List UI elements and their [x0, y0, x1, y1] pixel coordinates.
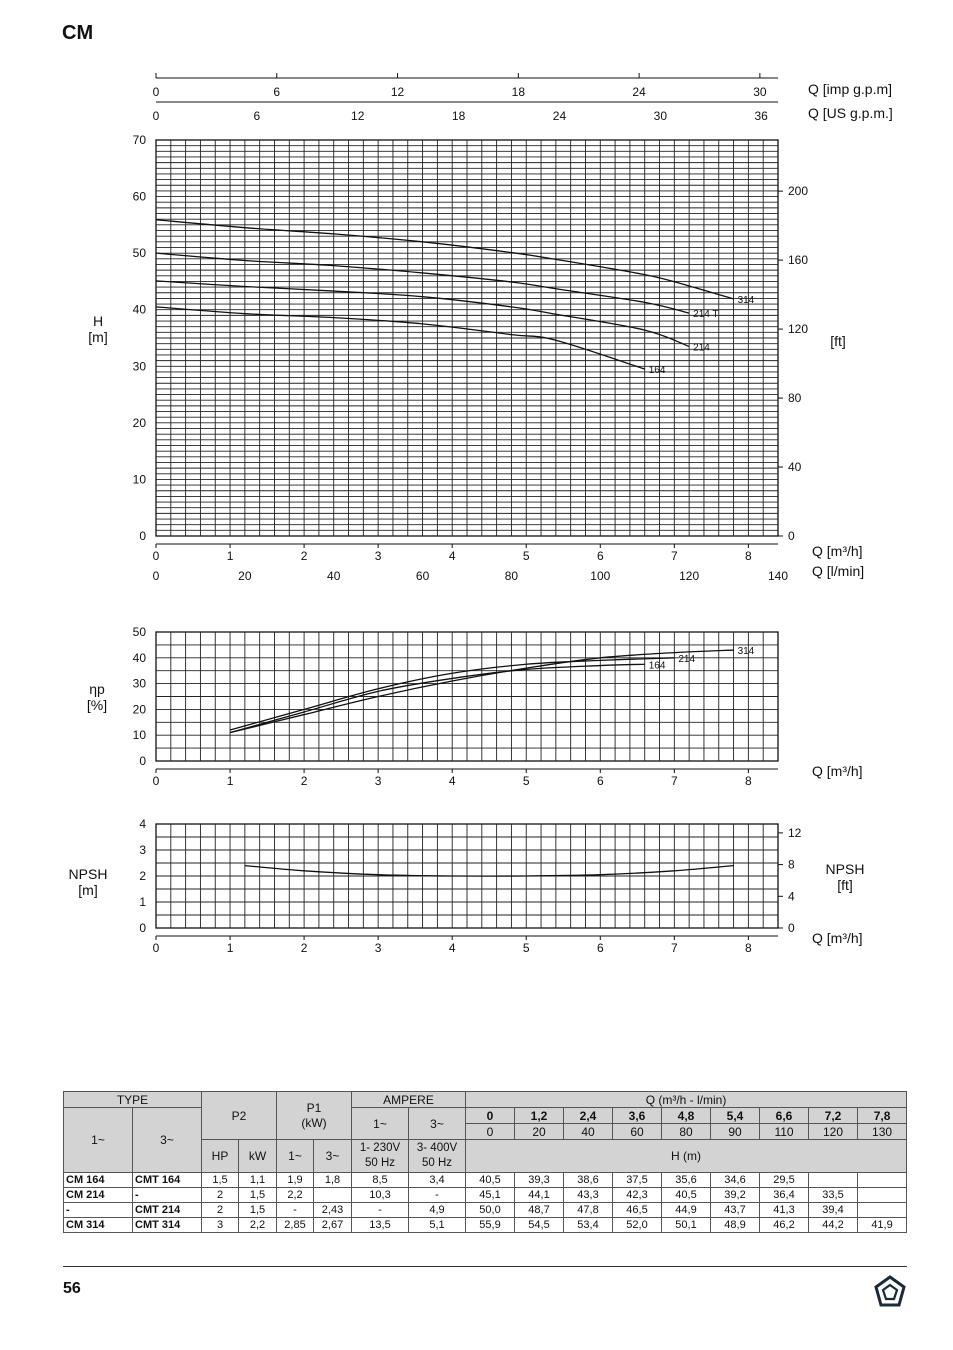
type-1-cell: - [64, 1203, 133, 1218]
imp-tick-label: 12 [390, 85, 405, 99]
series-label-214: 214 [678, 653, 696, 665]
p1-header [277, 1092, 352, 1140]
head-value-cell: 55,9 [466, 1218, 515, 1233]
page-number: 56 [63, 1280, 81, 1297]
q-m3h-cell: 3,6 [613, 1108, 662, 1124]
lmin-tick-label: 100 [590, 569, 611, 583]
lmin-tick-label: 120 [679, 569, 700, 583]
series-label-214: 214 [693, 342, 710, 354]
lmin-tick-label: 0 [152, 569, 160, 583]
head-value-cell: 44,2 [809, 1218, 858, 1233]
head-value-cell: 54,5 [515, 1218, 564, 1233]
y-tick-label: 20 [132, 415, 146, 430]
p1-1-header: 1~ [277, 1140, 314, 1173]
q-axis-tick-label: 3 [374, 941, 382, 955]
y-axis-title: H [m] [88, 313, 108, 345]
amp-3-volt-text: 3- 400V 50 Hz [416, 1142, 458, 1169]
head-value-cell: 36,4 [760, 1188, 809, 1203]
hp-cell: 1,5 [202, 1173, 239, 1188]
q-axis-tick-label: 8 [745, 774, 752, 788]
us-axis-title: Q [US g.p.m.] [808, 105, 893, 121]
q-m3h-cell: 4,8 [662, 1108, 711, 1124]
hp-cell: 2 [202, 1188, 239, 1203]
p1-3-cell: 2,43 [314, 1203, 352, 1218]
npsh-chart [0, 812, 953, 957]
q-axis-tick-label: 4 [448, 549, 456, 563]
y-tick-label: 40 [132, 302, 146, 317]
y-tick-label: 20 [132, 702, 146, 717]
ampere-1-header: 1~ [352, 1108, 409, 1140]
series-label-314: 314 [737, 294, 755, 306]
pump-data-table [63, 1091, 907, 1233]
head-value-cell [858, 1173, 907, 1188]
ft-tick-label: 80 [788, 391, 802, 406]
q-lmin-cell: 40 [564, 1124, 613, 1140]
head-value-cell: 42,3 [613, 1188, 662, 1203]
q-axis-tick-label: 3 [374, 549, 382, 563]
kw-cell: 1,5 [239, 1188, 277, 1203]
hp-header: HP [202, 1140, 239, 1173]
q-axis-tick-label: 2 [300, 549, 308, 563]
q-axis-tick-label: 6 [596, 549, 604, 563]
table-row [64, 1218, 907, 1233]
y-tick-label: 50 [132, 625, 146, 639]
us-tick-label: 6 [253, 109, 261, 123]
imp-tick-label: 6 [273, 85, 281, 99]
q-m3h-cell: 0 [466, 1108, 515, 1124]
one-phase-header: 1~ [64, 1108, 133, 1173]
head-value-cell: 53,4 [564, 1218, 613, 1233]
q-lmin-cell: 0 [466, 1124, 515, 1140]
q-axis-tick-label: 4 [448, 774, 456, 788]
q-axis-tick-label: 5 [522, 941, 530, 955]
p1-1-cell: 2,85 [277, 1218, 314, 1233]
head-value-cell: 46,5 [613, 1203, 662, 1218]
head-value-cell: 41,3 [760, 1203, 809, 1218]
ft-tick-label: 40 [788, 460, 802, 475]
head-value-cell [809, 1173, 858, 1188]
y-tick-label: 30 [132, 676, 146, 691]
q-lmin-cell: 90 [711, 1124, 760, 1140]
table-body [64, 1173, 907, 1233]
q-axis-tick-label: 2 [300, 774, 308, 788]
q-axis-tick-label: 6 [596, 941, 604, 955]
head-value-cell: 43,7 [711, 1203, 760, 1218]
q-axis-tick-label: 4 [448, 941, 456, 955]
q-axis-tick-label: 8 [745, 941, 752, 955]
us-tick-label: 24 [552, 109, 567, 123]
ampere-3-header: 3~ [409, 1108, 466, 1140]
q-title-header: Q (m³/h - l/min) [466, 1092, 907, 1108]
table-row [64, 1173, 907, 1188]
ampere-1-cell: 8,5 [352, 1173, 409, 1188]
brand-logo-icon [873, 1275, 907, 1309]
us-tick-label: 0 [152, 109, 160, 123]
q-axis-tick-label: 6 [596, 774, 604, 788]
head-value-cell: 39,3 [515, 1173, 564, 1188]
imp-axis-title: Q [imp g.p.m] [808, 81, 893, 97]
ft-tick-label: 200 [788, 184, 809, 199]
q-axis-tick-label: 3 [374, 774, 382, 788]
q-axis-tick-label: 5 [522, 774, 530, 788]
ft-tick-label: 160 [788, 253, 809, 268]
imp-tick-label: 24 [632, 85, 646, 99]
q-axis-tick-label: 7 [670, 774, 678, 788]
q-m3h-cell: 5,4 [711, 1108, 760, 1124]
head-value-cell: 37,5 [613, 1173, 662, 1188]
y-tick-label: 2 [139, 869, 146, 883]
h-header: H (m) [466, 1140, 907, 1173]
q-axis-tick-label: 1 [226, 941, 234, 955]
ampere-header: AMPERE [352, 1092, 466, 1108]
y-axis-title: ηp [%] [86, 681, 108, 713]
imp-tick-label: 30 [753, 85, 767, 99]
y-tick-label: 60 [132, 189, 146, 204]
ampere-1-cell: - [352, 1203, 409, 1218]
ft-tick-label: 0 [788, 921, 795, 935]
head-value-cell [858, 1203, 907, 1218]
head-chart [0, 60, 953, 590]
y-tick-label: 10 [132, 472, 146, 487]
q-axis-tick-label: 0 [152, 549, 160, 563]
lmin-tick-label: 140 [767, 569, 789, 583]
head-value-cell: 47,8 [564, 1203, 613, 1218]
series-label-164: 164 [648, 660, 666, 672]
ampere-3-cell: 3,4 [409, 1173, 466, 1188]
q-m3h-cell: 7,2 [809, 1108, 858, 1124]
us-tick-label: 36 [754, 109, 768, 123]
ft-tick-label: 120 [788, 322, 809, 337]
q-axis-tick-label: 5 [522, 549, 530, 563]
y-tick-label: 0 [139, 921, 146, 935]
lmin-tick-label: 40 [327, 569, 341, 583]
head-value-cell: 48,7 [515, 1203, 564, 1218]
y-tick-label: 30 [132, 359, 146, 374]
q-axis-tick-label: 0 [152, 941, 160, 955]
head-value-cell: 33,5 [809, 1188, 858, 1203]
q-m3h-cell: 2,4 [564, 1108, 613, 1124]
y-tick-label: 0 [139, 754, 146, 768]
p1-3-cell: 2,67 [314, 1218, 352, 1233]
table-row [64, 1188, 907, 1203]
q-lmin-cell: 120 [809, 1124, 858, 1140]
type-1-cell: CM 164 [64, 1173, 133, 1188]
type-3-cell: CMT 314 [133, 1218, 202, 1233]
q-lmin-cell: 110 [760, 1124, 809, 1140]
page-title: CM [62, 22, 94, 44]
head-value-cell: 50,0 [466, 1203, 515, 1218]
p2-header: P2 [202, 1092, 277, 1140]
head-value-cell: 46,2 [760, 1218, 809, 1233]
y-tick-label: 50 [132, 246, 146, 261]
p1-1-cell: - [277, 1203, 314, 1218]
y-tick-label: 70 [132, 133, 146, 147]
ft-tick-label: 8 [788, 857, 795, 872]
head-value-cell: 34,6 [711, 1173, 760, 1188]
head-value-cell: 45,1 [466, 1188, 515, 1203]
p1-3-cell: 1,8 [314, 1173, 352, 1188]
type-3-cell: CMT 214 [133, 1203, 202, 1218]
kw-header: kW [239, 1140, 277, 1173]
us-tick-label: 18 [451, 109, 466, 123]
footer-divider [63, 1266, 907, 1267]
head-value-cell: 44,9 [662, 1203, 711, 1218]
q-axis-tick-label: 8 [745, 549, 752, 563]
efficiency-chart [0, 620, 953, 790]
series-label-164: 164 [648, 365, 666, 377]
lmin-axis-title: Q [l/min] [812, 563, 865, 579]
head-value-cell: 41,9 [858, 1218, 907, 1233]
amp-3-volt-header [409, 1140, 466, 1173]
hp-cell: 3 [202, 1218, 239, 1233]
head-value-cell: 39,4 [809, 1203, 858, 1218]
amp-1-volt-header [352, 1140, 409, 1173]
head-value-cell: 40,5 [662, 1188, 711, 1203]
lmin-tick-label: 20 [238, 569, 252, 583]
head-value-cell: 50,1 [662, 1218, 711, 1233]
npsh-curve [245, 866, 734, 877]
q-axis-tick-label: 1 [226, 549, 234, 563]
head-value-cell: 40,5 [466, 1173, 515, 1188]
type-3-cell: - [133, 1188, 202, 1203]
series-label-314: 314 [737, 646, 755, 658]
q-axis-tick-label: 0 [152, 774, 160, 788]
y-tick-label: 4 [139, 817, 146, 831]
head-value-cell: 43,3 [564, 1188, 613, 1203]
q-lmin-cell: 60 [613, 1124, 662, 1140]
ft-tick-label: 0 [788, 529, 795, 543]
p1-1-cell: 2,2 [277, 1188, 314, 1203]
kw-cell: 2,2 [239, 1218, 277, 1233]
lmin-tick-label: 80 [504, 569, 519, 583]
head-value-cell: 35,6 [662, 1173, 711, 1188]
p1-3-cell [314, 1188, 352, 1203]
head-value-cell: 44,1 [515, 1188, 564, 1203]
ft-tick-label: 12 [788, 825, 802, 840]
ampere-3-cell: - [409, 1188, 466, 1203]
q-axis-tick-label: 1 [226, 774, 234, 788]
kw-cell: 1,1 [239, 1173, 277, 1188]
head-value-cell: 48,9 [711, 1218, 760, 1233]
q-m3h-cell: 1,2 [515, 1108, 564, 1124]
q-lmin-cell: 130 [858, 1124, 907, 1140]
ft-axis-title: [ft] [830, 333, 846, 349]
ampere-3-cell: 4,9 [409, 1203, 466, 1218]
head-value-cell: 52,0 [613, 1218, 662, 1233]
y-tick-label: 1 [139, 895, 146, 909]
ft-tick-label: 4 [788, 889, 795, 904]
p1-1-cell: 1,9 [277, 1173, 314, 1188]
q-axis-tick-label: 7 [670, 549, 678, 563]
series-label-214T: 214 T [693, 309, 719, 321]
head-value-cell: 29,5 [760, 1173, 809, 1188]
imp-tick-label: 0 [152, 85, 160, 99]
imp-tick-label: 18 [511, 85, 526, 99]
p1-3-header: 3~ [314, 1140, 352, 1173]
y-tick-label: 3 [139, 843, 146, 857]
ampere-1-cell: 10,3 [352, 1188, 409, 1203]
y-axis-title: NPSH [m] [68, 866, 108, 898]
three-phase-header: 3~ [133, 1108, 202, 1173]
q-axis-title: Q [m³/h] [812, 930, 863, 946]
hp-cell: 2 [202, 1203, 239, 1218]
type-header: TYPE [64, 1092, 202, 1108]
type-1-cell: CM 314 [64, 1218, 133, 1233]
kw-cell: 1,5 [239, 1203, 277, 1218]
ampere-3-cell: 5,1 [409, 1218, 466, 1233]
q-m3h-cell: 6,6 [760, 1108, 809, 1124]
head-value-cell [858, 1188, 907, 1203]
us-tick-label: 30 [653, 109, 668, 123]
type-3-cell: CMT 164 [133, 1173, 202, 1188]
ampere-1-cell: 13,5 [352, 1218, 409, 1233]
q-axis-title: Q [m³/h] [812, 763, 863, 779]
type-1-cell: CM 214 [64, 1188, 133, 1203]
q-axis-tick-label: 2 [300, 941, 308, 955]
q-m3h-cell: 7,8 [858, 1108, 907, 1124]
lmin-tick-label: 60 [415, 569, 430, 583]
head-value-cell: 39,2 [711, 1188, 760, 1203]
y-tick-label: 0 [139, 529, 146, 543]
us-tick-label: 12 [351, 109, 365, 123]
q-lmin-cell: 20 [515, 1124, 564, 1140]
q-axis-tick-label: 7 [670, 941, 678, 955]
y-tick-label: 40 [132, 650, 146, 665]
head-value-cell: 38,6 [564, 1173, 613, 1188]
amp-1-volt-text: 1- 230V 50 Hz [359, 1142, 401, 1169]
p1-header-text: P1 (kW) [301, 1100, 327, 1130]
q-lmin-cell: 80 [662, 1124, 711, 1140]
y-tick-label: 10 [132, 728, 146, 743]
ft-axis-title: NPSH [ft] [825, 861, 865, 893]
q-axis-title: Q [m³/h] [812, 543, 863, 559]
table-row [64, 1203, 907, 1218]
